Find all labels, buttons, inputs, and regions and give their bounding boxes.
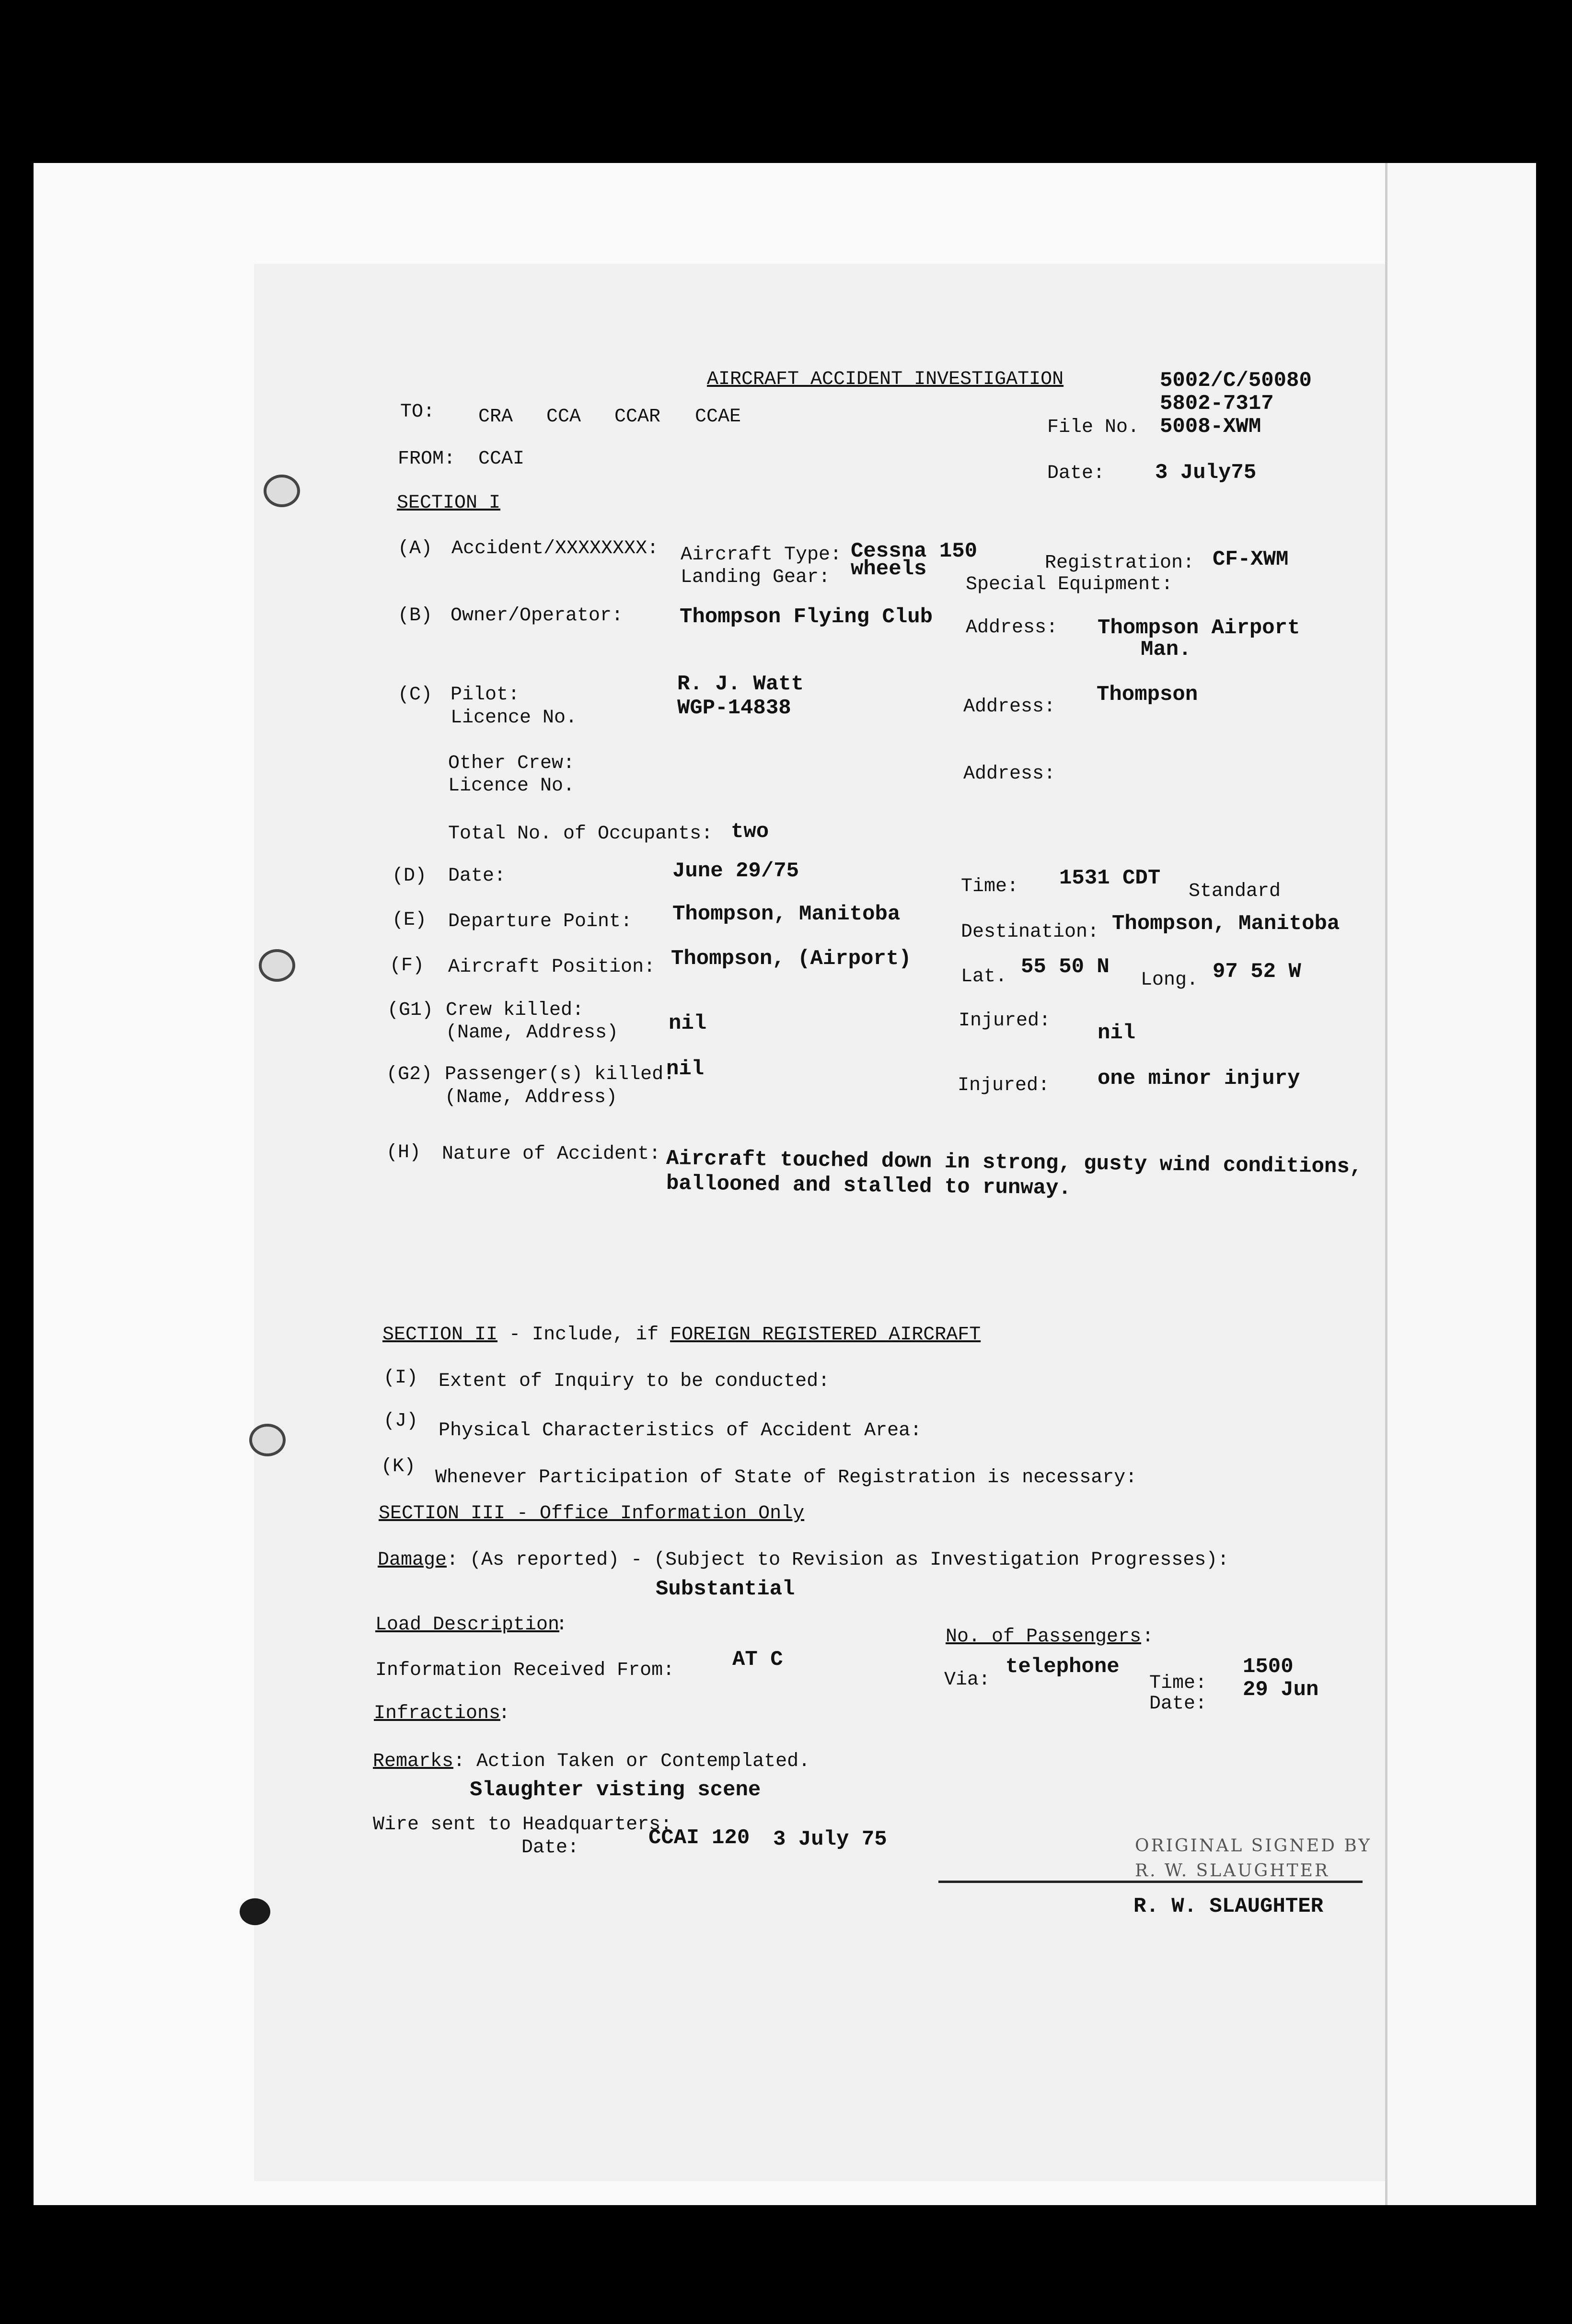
departure-label: Departure Point: xyxy=(448,911,633,932)
received-date-label: Date: xyxy=(1149,1693,1207,1715)
reference-number: 5002/C/50080 xyxy=(1160,369,1312,393)
to-recipient: CCAR xyxy=(614,406,661,428)
signature-stamp-line-1: ORIGINAL SIGNED BY xyxy=(1135,1836,1372,1856)
pilot-address-value: Thompson xyxy=(1097,683,1198,707)
item-code: (F) xyxy=(390,955,425,976)
via-label: Via: xyxy=(944,1669,991,1691)
nature-value-line-1: Aircraft touched down in strong, gusty wind conditions, xyxy=(666,1147,1363,1179)
owner-address-line-1: Thompson Airport xyxy=(1098,616,1300,640)
colon: : xyxy=(556,1614,568,1636)
file-no-label: File No. xyxy=(1047,417,1140,438)
signature-stamp-line-2: R. W. SLAUGHTER xyxy=(1135,1861,1330,1881)
file-no-value: 5008-XWM xyxy=(1160,415,1261,439)
damage-label: Damage xyxy=(378,1549,447,1571)
owner-label: Owner/Operator: xyxy=(451,605,624,627)
item-code: (A) xyxy=(398,538,433,559)
longitude-value: 97 52 W xyxy=(1213,960,1301,984)
owner-address-line-2: Man. xyxy=(1141,638,1191,662)
landing-gear-value: wheels xyxy=(851,557,927,581)
physical-characteristics-label: Physical Characteristics of Accident Area: xyxy=(439,1420,922,1441)
landing-gear-label: Landing Gear: xyxy=(681,567,831,588)
reference-number-2: 5802-7317 xyxy=(1160,392,1274,416)
to-recipient: CRA xyxy=(478,406,513,428)
crew-injured-label: Injured: xyxy=(959,1010,1051,1032)
crew-killed-label: Crew killed: xyxy=(446,999,584,1021)
inquiry-extent-label: Extent of Inquiry to be conducted: xyxy=(439,1371,830,1392)
right-margin-strip xyxy=(1385,163,1536,2205)
passengers-name-address-label: (Name, Address) xyxy=(445,1087,618,1108)
accident-time-label: Time: xyxy=(961,876,1019,897)
colon: : xyxy=(498,1703,510,1724)
item-code: (C) xyxy=(398,684,433,706)
destination-value: Thompson, Manitoba xyxy=(1112,912,1340,936)
infractions-label: Infractions xyxy=(374,1703,501,1724)
state-participation-label: Whenever Participation of State of Registration is necessary: xyxy=(435,1467,1137,1488)
registration-label: Registration: xyxy=(1045,552,1195,574)
to-label: TO: xyxy=(400,401,435,423)
aircraft-position-value: Thompson, (Airport) xyxy=(671,947,912,971)
header-date-label: Date: xyxy=(1047,463,1105,484)
punch-hole xyxy=(264,475,300,507)
load-description-label: Load Description xyxy=(375,1614,560,1636)
departure-value: Thompson, Manitoba xyxy=(672,902,901,926)
document-title: AIRCRAFT ACCIDENT INVESTIGATION xyxy=(707,369,1064,390)
passengers-killed-label: Passenger(s) killed: xyxy=(445,1064,675,1085)
owner-address-label: Address: xyxy=(966,617,1058,639)
information-received-label: Information Received From: xyxy=(375,1660,675,1681)
foreign-aircraft-label: FOREIGN REGISTERED AIRCRAFT xyxy=(670,1324,981,1346)
longitude-label: Long. xyxy=(1141,969,1199,991)
item-code: (G2) xyxy=(386,1064,433,1085)
nature-value-line-2: ballooned and stalled to runway. xyxy=(666,1172,1072,1201)
remarks-value: Slaughter visting scene xyxy=(470,1778,761,1802)
passengers-killed-value: nil xyxy=(666,1057,705,1081)
item-code: (D) xyxy=(392,865,427,887)
from-value: CCAI xyxy=(478,448,525,470)
licence-label: Licence No. xyxy=(451,707,578,729)
aircraft-type-value: Cessna 150 xyxy=(851,539,978,563)
damage-description: : (As reported) - (Subject to Revision as Investigation Progresses): xyxy=(447,1549,1229,1571)
registration-value: CF-XWM xyxy=(1213,547,1289,571)
section-2-title: SECTION II xyxy=(382,1324,498,1346)
passengers-injured-value: one minor injury xyxy=(1098,1067,1300,1091)
item-code: (G1) xyxy=(387,999,434,1021)
punch-hole xyxy=(249,1424,286,1456)
via-value: telephone xyxy=(1006,1655,1120,1679)
aircraft-position-label: Aircraft Position: xyxy=(448,956,656,978)
crew-injured-value: nil xyxy=(1098,1021,1136,1045)
accident-time-value: 1531 CDT xyxy=(1059,866,1161,890)
latitude-value: 55 50 N xyxy=(1021,955,1110,979)
passengers-injured-label: Injured: xyxy=(958,1075,1050,1096)
item-code: (J) xyxy=(383,1410,418,1432)
crew-name-address-label: (Name, Address) xyxy=(446,1022,619,1044)
no-of-passengers-label: No. of Passengers xyxy=(946,1626,1142,1648)
damage-value: Substantial xyxy=(656,1577,795,1601)
remarks-description: : Action Taken or Contemplated. xyxy=(453,1751,810,1772)
signatory-name: R. W. SLAUGHTER xyxy=(1133,1894,1324,1918)
information-received-value: AT C xyxy=(732,1648,783,1672)
to-recipient: CCA xyxy=(546,406,581,428)
pilot-value: R. J. Watt xyxy=(677,672,804,696)
wire-date-label: Date: xyxy=(521,1837,579,1859)
section-1-title: SECTION I xyxy=(397,492,501,514)
section-3-title: SECTION III - Office Information Only xyxy=(379,1503,805,1524)
licence-value: WGP-14838 xyxy=(677,696,791,720)
section-2-heading xyxy=(382,1325,981,1345)
time-standard-label: Standard xyxy=(1189,881,1281,902)
punch-hole xyxy=(259,949,295,982)
remarks-label: Remarks xyxy=(373,1751,454,1772)
from-label: FROM: xyxy=(398,448,456,470)
item-code: (B) xyxy=(398,605,433,627)
accident-date-label: Date: xyxy=(448,865,506,887)
colon: : xyxy=(1142,1626,1154,1648)
received-time-value: 1500 xyxy=(1243,1655,1294,1679)
destination-label: Destination: xyxy=(961,921,1099,943)
other-crew-address-label: Address: xyxy=(963,763,1056,785)
accident-date-value: June 29/75 xyxy=(672,859,799,883)
nature-label: Nature of Accident: xyxy=(442,1143,661,1165)
occupants-value: two xyxy=(731,820,769,844)
aircraft-type-label: Aircraft Type: xyxy=(681,544,842,566)
damage-heading xyxy=(378,1551,1229,1570)
item-code: (I) xyxy=(383,1367,418,1389)
section-2-title-rest: - Include, if xyxy=(497,1324,670,1346)
remarks-heading xyxy=(373,1752,810,1771)
crew-killed-value: nil xyxy=(669,1011,707,1035)
received-time-label: Time: xyxy=(1149,1673,1207,1694)
item-code: (K) xyxy=(381,1456,416,1477)
item-code: (E) xyxy=(392,909,427,931)
to-recipient: CCAE xyxy=(695,406,741,428)
special-equipment-label: Special Equipment: xyxy=(966,574,1173,595)
signature-line xyxy=(938,1881,1363,1883)
occupants-label: Total No. of Occupants: xyxy=(448,823,713,845)
other-crew-label: Other Crew: xyxy=(448,753,575,774)
punch-hole xyxy=(240,1898,270,1925)
wire-sent-label: Wire sent to Headquarters: xyxy=(373,1814,672,1836)
pilot-label: Pilot: xyxy=(451,684,520,706)
owner-value: Thompson Flying Club xyxy=(680,605,933,629)
latitude-label: Lat. xyxy=(961,966,1007,988)
wire-date-value: 3 July 75 xyxy=(773,1827,887,1851)
header-date-value: 3 July75 xyxy=(1155,461,1257,485)
other-crew-licence-label: Licence No. xyxy=(448,775,575,797)
received-date-value: 29 Jun xyxy=(1243,1678,1319,1702)
item-code: (H) xyxy=(386,1142,421,1163)
pilot-address-label: Address: xyxy=(963,696,1056,718)
accident-label: Accident/XXXXXXXX: xyxy=(451,538,659,559)
wire-value: CCAI 120 xyxy=(648,1826,750,1850)
